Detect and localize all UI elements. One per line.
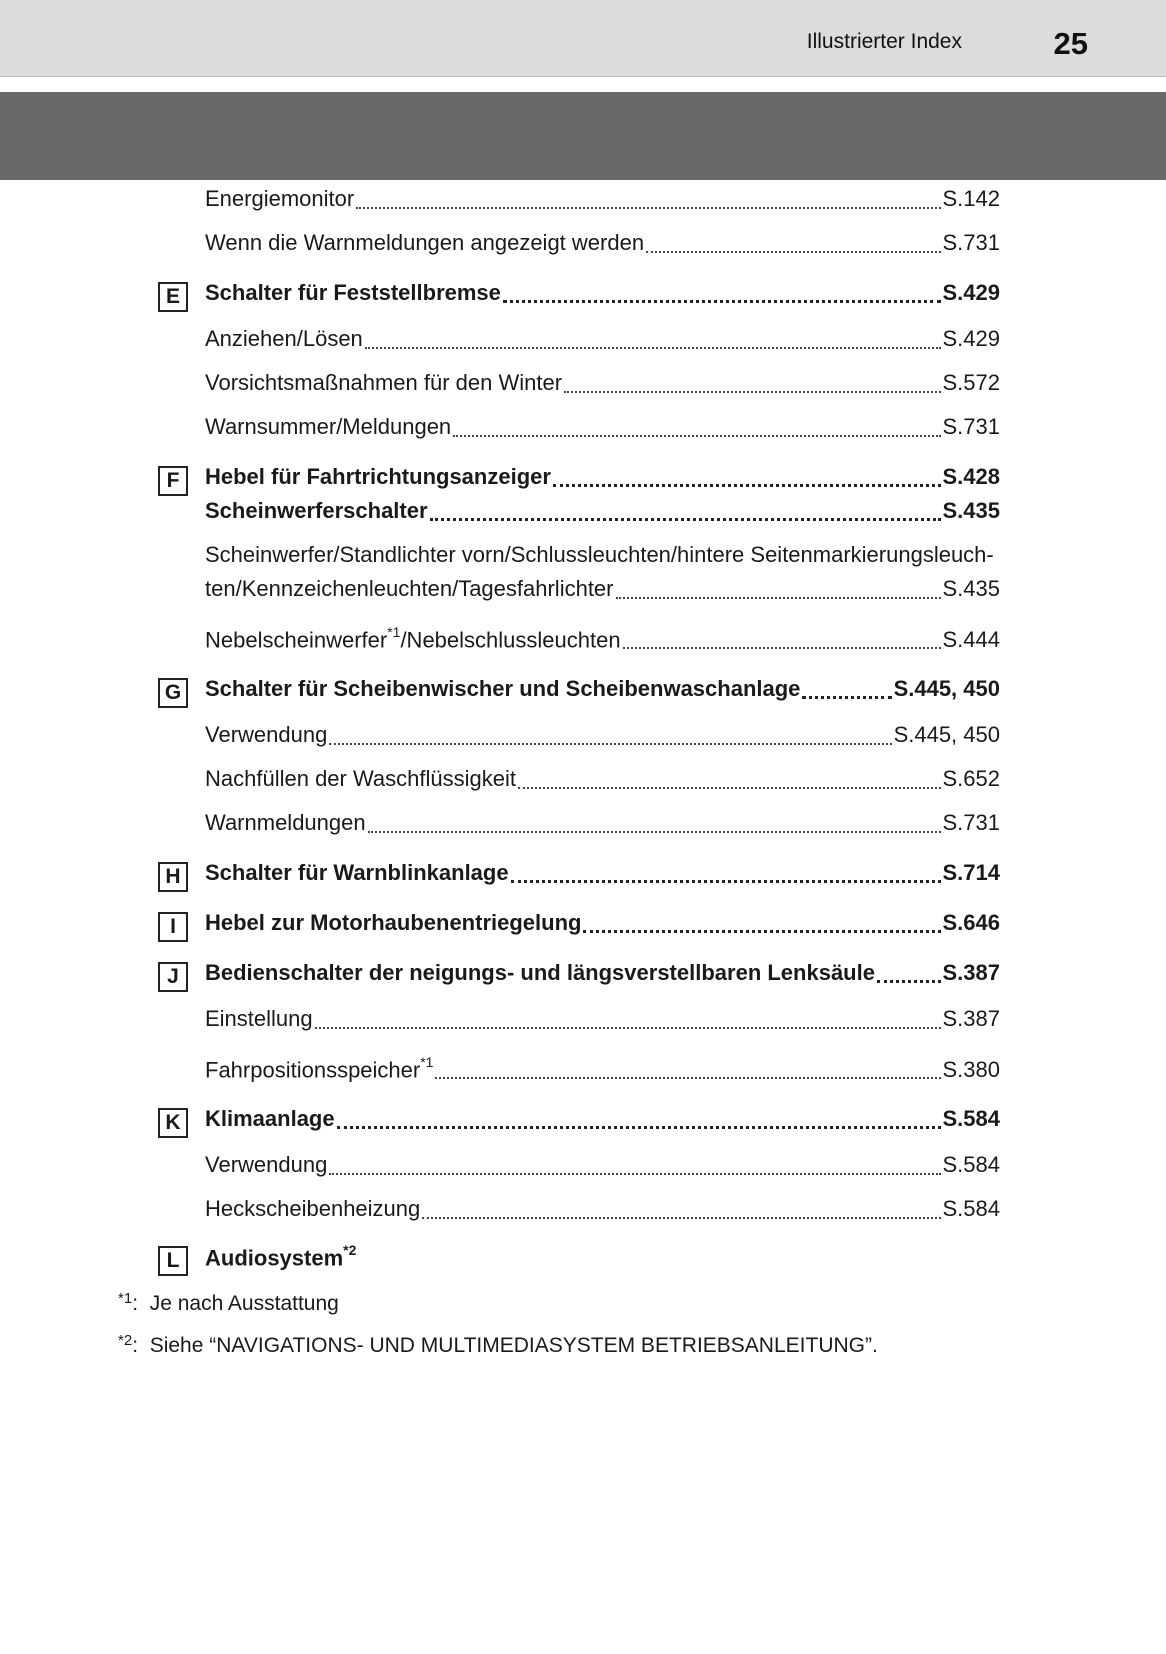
leader-dots [430,518,941,521]
leader-dots [646,251,940,253]
marker-e: E [158,282,188,312]
page-ref: S.731 [942,414,1000,439]
entry-label: Schalter für Warnblinkanlage [205,860,509,885]
marker-h: H [158,862,188,892]
index-entry[interactable] [205,722,1000,752]
index-entry[interactable] [205,414,1000,444]
entry-label-text: Nebelscheinwerfer [205,627,388,653]
footnote-ref: *2 [343,1242,357,1258]
index-entry[interactable] [205,810,1000,840]
leader-dots [337,1126,941,1129]
marker-f: F [158,466,188,496]
entry-label-after: /Nebelschlussleuchten [400,627,621,653]
leader-dots [553,484,941,487]
page-ref: S.429 [942,280,1000,305]
page-ref: S.445, 450 [893,722,1000,747]
page-ref: S.387 [942,960,1000,985]
index-entry[interactable] [205,576,1000,606]
index-heading[interactable] [205,1244,1000,1274]
page-ref: S.652 [942,766,1000,791]
page-ref: S.584 [942,1196,1000,1221]
entry-label: Wenn die Warnmeldungen angezeigt werden [205,230,645,255]
entry-label: Vorsichtsmaßnahmen für den Winter [205,370,563,395]
entry-label: Verwendung [205,1152,328,1177]
entry-label: Einstellung [205,1006,313,1031]
page-ref: S.435 [942,576,1000,601]
entry-label: Energiemonitor [205,186,355,211]
leader-dots [583,930,940,933]
index-entry[interactable] [205,1152,1000,1182]
entry-label: Anziehen/Lösen [205,326,363,351]
marker-l: L [158,1246,188,1276]
leader-dots [315,1027,941,1029]
entry-label: Warnsummer/Meldungen [205,414,452,439]
page-ref: S.428 [942,464,1000,489]
entry-label: Scheinwerferschalter [205,498,428,523]
index-heading[interactable] [205,860,1000,890]
footnote-text: Siehe “NAVIGATIONS- UND MULTIMEDIASYSTEM BETRIEBSANLEITUNG”. [149,1334,878,1357]
index-heading[interactable] [205,464,1000,494]
entry-label [205,626,621,653]
index-entry[interactable] [205,626,1000,656]
leader-dots [802,696,891,699]
footnote-ref: *1 [387,624,401,640]
index-entry[interactable] [205,186,1000,216]
leader-dots [356,207,940,209]
leader-dots [329,743,891,745]
index-entry[interactable] [205,230,1000,260]
page-ref: S.142 [942,186,1000,211]
footnote-ref: *1 [420,1054,434,1070]
marker-j: J [158,962,188,992]
entry-label [205,1056,433,1083]
marker-k: K [158,1108,188,1138]
entry-label: Heckscheibenheizung [205,1196,421,1221]
entry-label-line1: Scheinwerfer/Standlichter vorn/Schlussleuchten/hintere Seitenmarkierungsleuch- [205,542,994,567]
index-heading[interactable] [205,676,1000,706]
marker-i: I [158,912,188,942]
marker-g: G [158,678,188,708]
entry-label-text: Audiosystem [205,1245,344,1271]
index-heading[interactable] [205,280,1000,310]
page-ref: S.445, 450 [893,676,1000,701]
leader-dots [518,787,941,789]
index-heading[interactable] [205,1106,1000,1136]
leader-dots [422,1217,940,1219]
page-ref: S.429 [942,326,1000,351]
entry-label: Verwendung [205,722,328,747]
leader-dots [877,980,941,983]
index-entry[interactable] [205,1196,1000,1226]
leader-dots [503,300,941,303]
entry-label: Klimaanlage [205,1106,335,1131]
leader-dots [368,831,941,833]
footnote-mark: *1 [118,1290,133,1307]
index-heading[interactable] [205,910,1000,940]
footnote-mark: *2 [118,1332,133,1349]
entry-label: Schalter für Scheibenwischer und Scheibenwaschanlage [205,676,801,701]
leader-dots [564,391,940,393]
entry-label: Nachfüllen der Waschflüssigkeit [205,766,516,791]
section-title: Illustrierter Index [806,30,962,53]
page-ref: S.435 [942,498,1000,523]
page-ref: S.584 [942,1106,1000,1131]
leader-dots [623,647,941,649]
page-ref: S.646 [942,910,1000,935]
page-ref: S.584 [942,1152,1000,1177]
index-entry[interactable] [205,766,1000,796]
leader-dots [329,1173,940,1175]
page-number: 25 [1053,26,1088,61]
index-heading[interactable] [205,960,1000,990]
index-entry[interactable] [205,370,1000,400]
page-ref: S.731 [942,810,1000,835]
footnote: $^{*2}$: Siehe “NAVIGATIONS- UND MULTIMEDIASYSTEM BETRIEBSANLEITUNG”. [118,1332,878,1357]
page-ref: S.444 [942,627,1000,653]
page-ref: S.731 [942,230,1000,255]
entry-label: Hebel zur Motorhaubenentriegelung [205,910,582,935]
page-header [0,0,1166,77]
page-ref: S.387 [942,1006,1000,1031]
leader-dots [453,435,940,437]
section-banner [0,92,1166,180]
leader-dots [511,880,941,883]
footnote: $^{*1}$: Je nach Ausstattung [118,1290,339,1315]
entry-label-text: Fahrpositionsspeicher [205,1057,421,1083]
leader-dots [435,1077,940,1079]
leader-dots [616,597,941,599]
page-ref: S.380 [942,1057,1000,1083]
leader-dots [365,347,941,349]
entry-label: Warnmeldungen [205,810,366,835]
entry-label: Hebel für Fahrtrichtungsanzeiger [205,464,551,489]
footnote-text: Je nach Ausstattung [149,1292,339,1315]
index-heading[interactable] [205,498,1000,528]
index-entry[interactable] [205,1006,1000,1036]
entry-label: Schalter für Feststellbremse [205,280,501,305]
entry-label [205,1244,356,1271]
page-ref: S.572 [942,370,1000,395]
index-entry[interactable] [205,1056,1000,1086]
entry-label: ten/Kennzeichenleuchten/Tagesfahrlichter [205,576,614,601]
page-ref: S.714 [942,860,1000,885]
index-entry[interactable] [205,326,1000,356]
entry-label: Bedienschalter der neigungs- und längsverstellbaren Lenksäule [205,960,875,985]
